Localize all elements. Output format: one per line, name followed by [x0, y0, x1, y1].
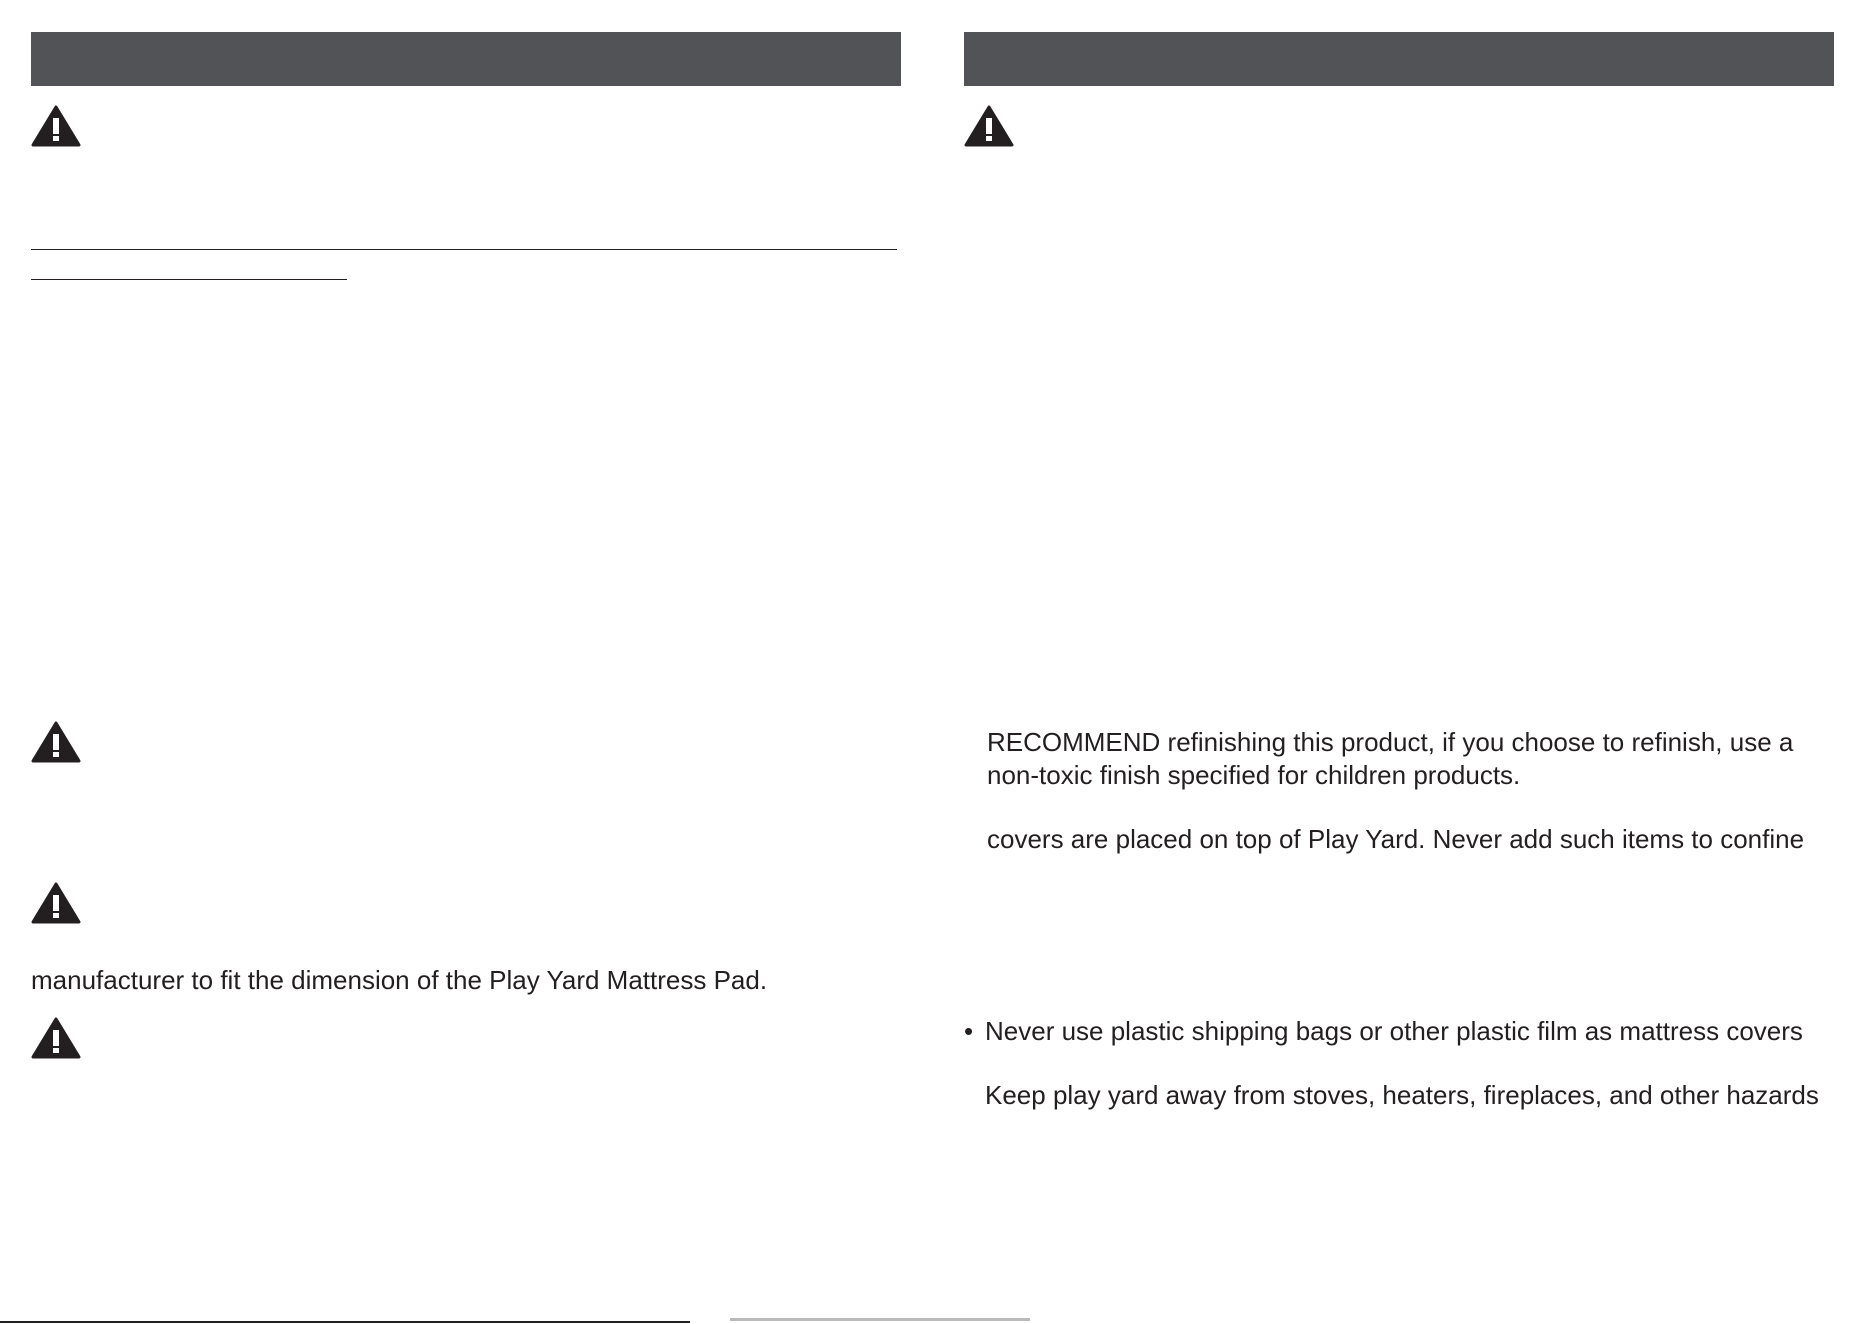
- bottom-edge-line: [0, 1321, 690, 1323]
- warning-triangle-icon: [31, 1017, 81, 1059]
- refinish-text-line-2: non-toxic finish specified for children products.: [987, 760, 1521, 790]
- bottom-edge-fragment: [730, 1318, 1030, 1321]
- covers-text: covers are placed on top of Play Yard. Never add such items to confine: [987, 824, 1805, 854]
- plastic-bullet: •: [964, 1016, 974, 1046]
- divider-line: [31, 249, 897, 250]
- warning-triangle-icon: [31, 105, 81, 147]
- left-section-header-bar: [31, 32, 901, 86]
- hazards-text: Keep play yard away from stoves, heaters, fireplaces, and other hazards: [985, 1080, 1819, 1110]
- plastic-film-text: Never use plastic shipping bags or other plastic film as mattress covers: [985, 1016, 1803, 1046]
- divider-line: [31, 279, 347, 280]
- warning-triangle-icon: [31, 721, 81, 763]
- mattress-dimension-text: manufacturer to fit the dimension of the Play Yard Mattress Pad.: [31, 965, 768, 995]
- warning-triangle-icon: [31, 882, 81, 924]
- warning-triangle-icon: [964, 105, 1014, 147]
- refinish-text-line-1: RECOMMEND refinishing this product, if you choose to refinish, use a: [987, 727, 1794, 757]
- right-section-header-bar: [964, 32, 1834, 86]
